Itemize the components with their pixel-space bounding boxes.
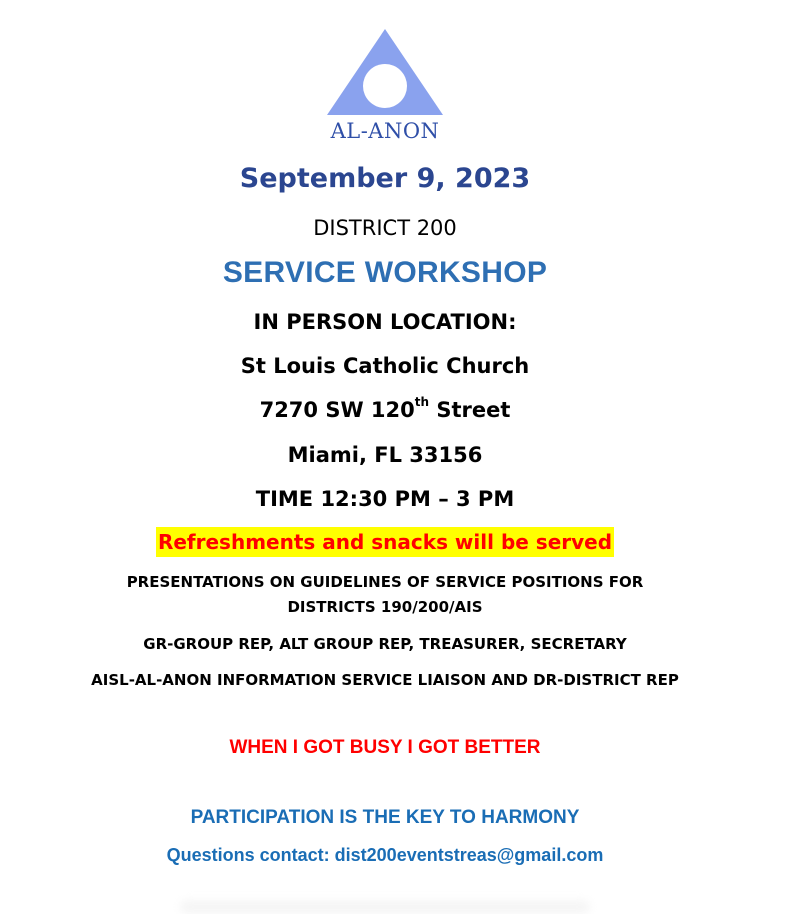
- refreshments-note: Refreshments and snacks will be served: [156, 527, 614, 557]
- roles-list: GR-GROUP REP, ALT GROUP REP, TREASURER, SECRETARY: [143, 635, 627, 653]
- al-anon-logo: [323, 25, 447, 145]
- workshop-title: SERVICE WORKSHOP: [222, 256, 548, 289]
- logo-text: AL-ANON: [330, 119, 440, 143]
- triangle-circle-icon: [323, 25, 447, 120]
- aisl-description: AISL-AL-ANON INFORMATION SERVICE LIAISON AND DR-DISTRICT REP: [91, 671, 679, 689]
- contact-line: Questions contact: dist200eventstreas@gmail.com: [166, 845, 604, 865]
- slogan-busy: WHEN I GOT BUSY I GOT BETTER: [229, 737, 541, 758]
- street-number: 7270 SW 120: [259, 398, 415, 422]
- slogan-harmony: PARTICIPATION IS THE KEY TO HARMONY: [190, 807, 580, 828]
- venue-name: St Louis Catholic Church: [240, 354, 530, 378]
- event-date: September 9, 2023: [239, 163, 531, 194]
- bottom-shadow: [180, 900, 590, 914]
- street-name: Street: [429, 398, 511, 422]
- city-state-zip: Miami, FL 33156: [287, 443, 483, 467]
- presentations-line-2: DISTRICTS 190/200/AIS: [287, 598, 483, 616]
- district-label: DISTRICT 200: [313, 216, 457, 240]
- location-label: IN PERSON LOCATION:: [253, 310, 517, 334]
- street-address: [0, 396, 770, 424]
- street-ordinal: th: [414, 395, 430, 409]
- refreshments-row: [0, 527, 770, 557]
- presentations-line-1: PRESENTATIONS ON GUIDELINES OF SERVICE POSITIONS FOR: [126, 573, 644, 591]
- event-time: TIME 12:30 PM – 3 PM: [255, 487, 515, 511]
